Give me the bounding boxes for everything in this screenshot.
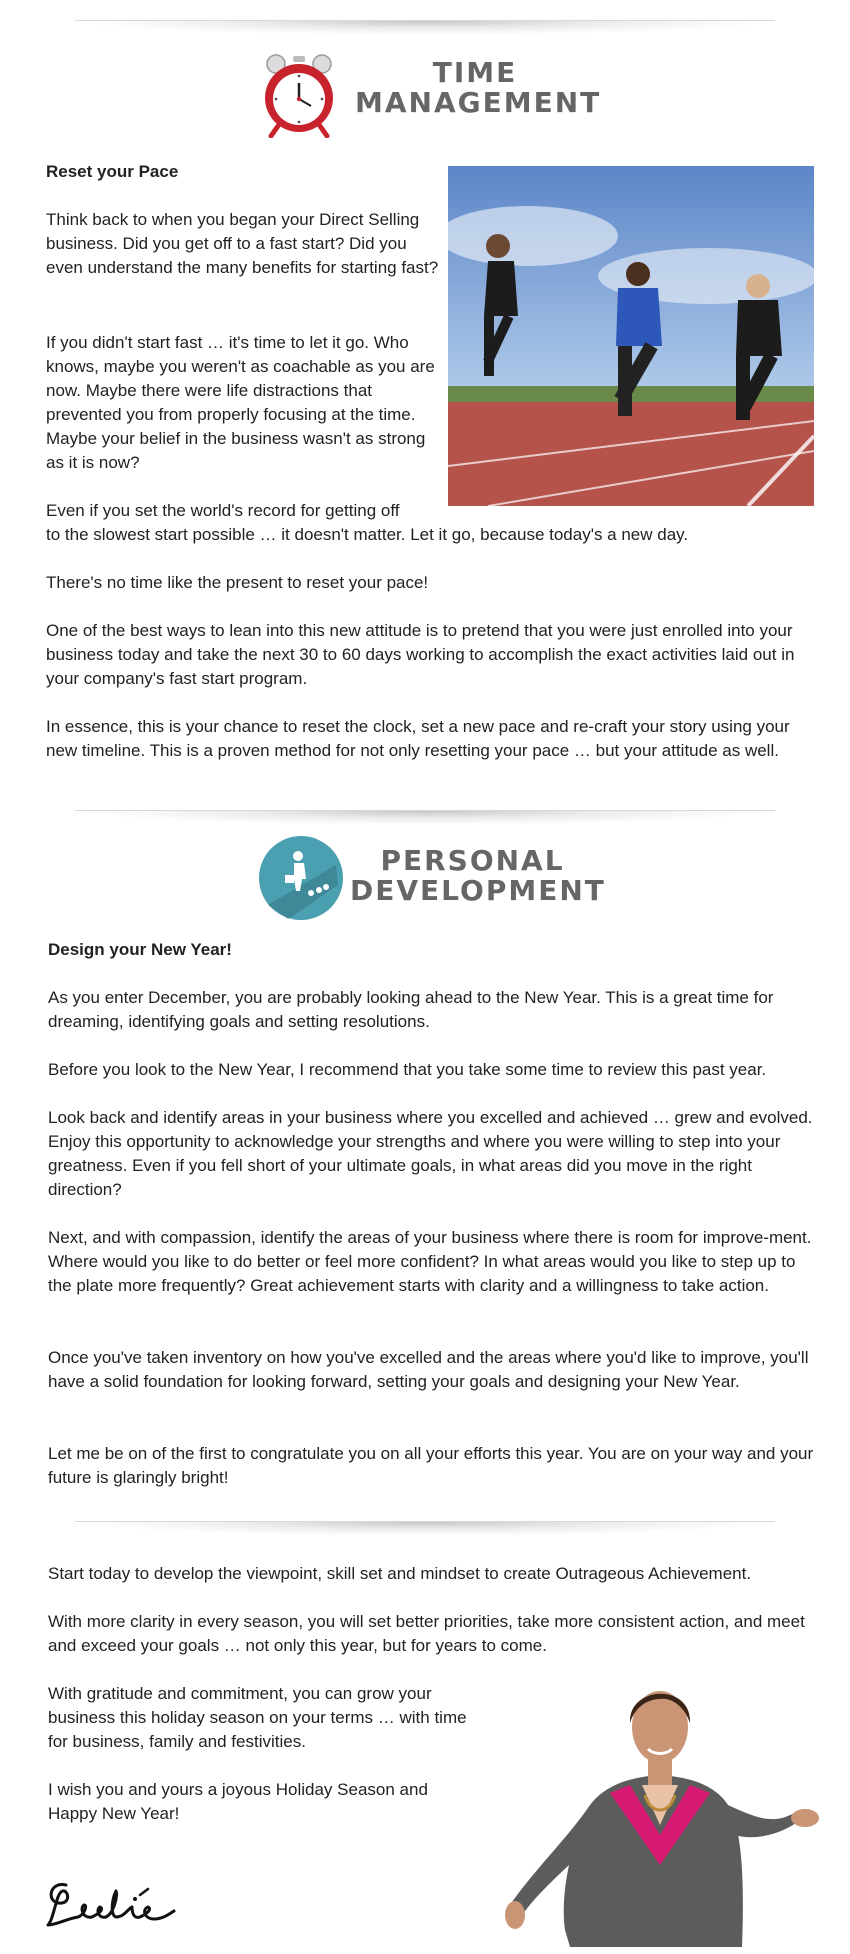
climbing-steps-icon <box>258 835 344 921</box>
sprinters-photo <box>448 166 814 506</box>
alarm-clock-icon <box>262 52 336 138</box>
paragraph: Even if you set the world's record for getting off <box>46 501 400 520</box>
paragraph: Think back to when you began your Direct Selling business. Did you get off to a fast start? Did you even understand the many benefits for starting fast? <box>46 210 439 277</box>
paragraph: With gratitude and commitment, you can grow your business this holiday season on your terms … with time for business, family and festivities. <box>48 1684 467 1751</box>
title-line-2: MANAGEMENT <box>355 86 602 119</box>
author-photo <box>470 1665 830 1947</box>
personal-development-title <box>350 844 606 907</box>
paragraph: Start today to develop the viewpoint, skill set and mindset to create Outrageous Achievement. <box>48 1564 752 1583</box>
time-management-logo <box>262 52 336 138</box>
paragraph: There's no time like the present to reset your pace! <box>46 573 429 592</box>
paragraph: Next, and with compassion, identify the areas of your business where there is room for improve-ment. Where would you like to do better or feel more confident? In what areas would you like to step up to the plate more frequently? Great achievement starts with clarity and a willingness to take action. <box>48 1228 812 1295</box>
paragraph: One of the best ways to lean into this new attitude is to pretend that you were just enrolled into your business today and take the next 30 to 60 days working to accomplish the exact activities laid out in your company's fast start program. <box>46 621 795 688</box>
paragraph: I wish you and yours a joyous Holiday Season and Happy New Year! <box>48 1780 428 1823</box>
paragraph: In essence, this is your chance to reset the clock, set a new pace and re-craft your story using your new timeline. This is a proven method for not only resetting your pace … but your attitude as well. <box>46 717 790 760</box>
paragraph: Let me be on of the first to congratulate you on all your efforts this year. You are on your way and your future is glaringly bright! <box>48 1444 814 1487</box>
paragraph: Before you look to the New Year, I recommend that you take some time to review this past year. <box>48 1060 767 1079</box>
paragraph: If you didn't start fast … it's time to let it go. Who knows, maybe you weren't as coachable as you are now. Maybe there were life distractions that prevented you from properly focusing at the time. Maybe your belief in the business wasn't as strong as it is now? <box>46 333 435 472</box>
section-divider <box>75 1521 775 1536</box>
signature <box>44 1875 194 1935</box>
top-divider <box>75 20 775 35</box>
title-line-1: TIME <box>432 56 518 89</box>
paragraph: to the slowest start possible … it doesn't matter. Let it go, because today's a new day. <box>46 525 689 544</box>
section-divider <box>75 810 775 825</box>
time-management-title <box>355 56 602 119</box>
personal-development-logo <box>258 835 344 921</box>
paragraph: As you enter December, you are probably looking ahead to the New Year. This is a great time for dreaming, identifying goals and setting resolutions. <box>48 988 774 1031</box>
paragraph: Once you've taken inventory on how you've excelled and the areas where you'd like to improve, you'll have a solid foundation for looking forward, setting your goals and designing your New Year. <box>48 1348 809 1391</box>
paragraph: With more clarity in every season, you will set better priorities, take more consistent action, and meet and exceed your goals … not only this year, but for years to come. <box>48 1612 805 1655</box>
paragraph: Look back and identify areas in your business where you excelled and achieved … grew and evolved. Enjoy this opportunity to acknowledge your strengths and where you were willing to step into your greatness. Even if you fell short of your ultimate goals, in what areas did you move in the right direction? <box>48 1108 813 1199</box>
section-heading: Reset your Pace <box>46 162 179 181</box>
section-heading: Design your New Year! <box>48 940 232 959</box>
title-line-1: PERSONAL <box>380 844 565 877</box>
title-line-2: DEVELOPMENT <box>350 874 606 907</box>
